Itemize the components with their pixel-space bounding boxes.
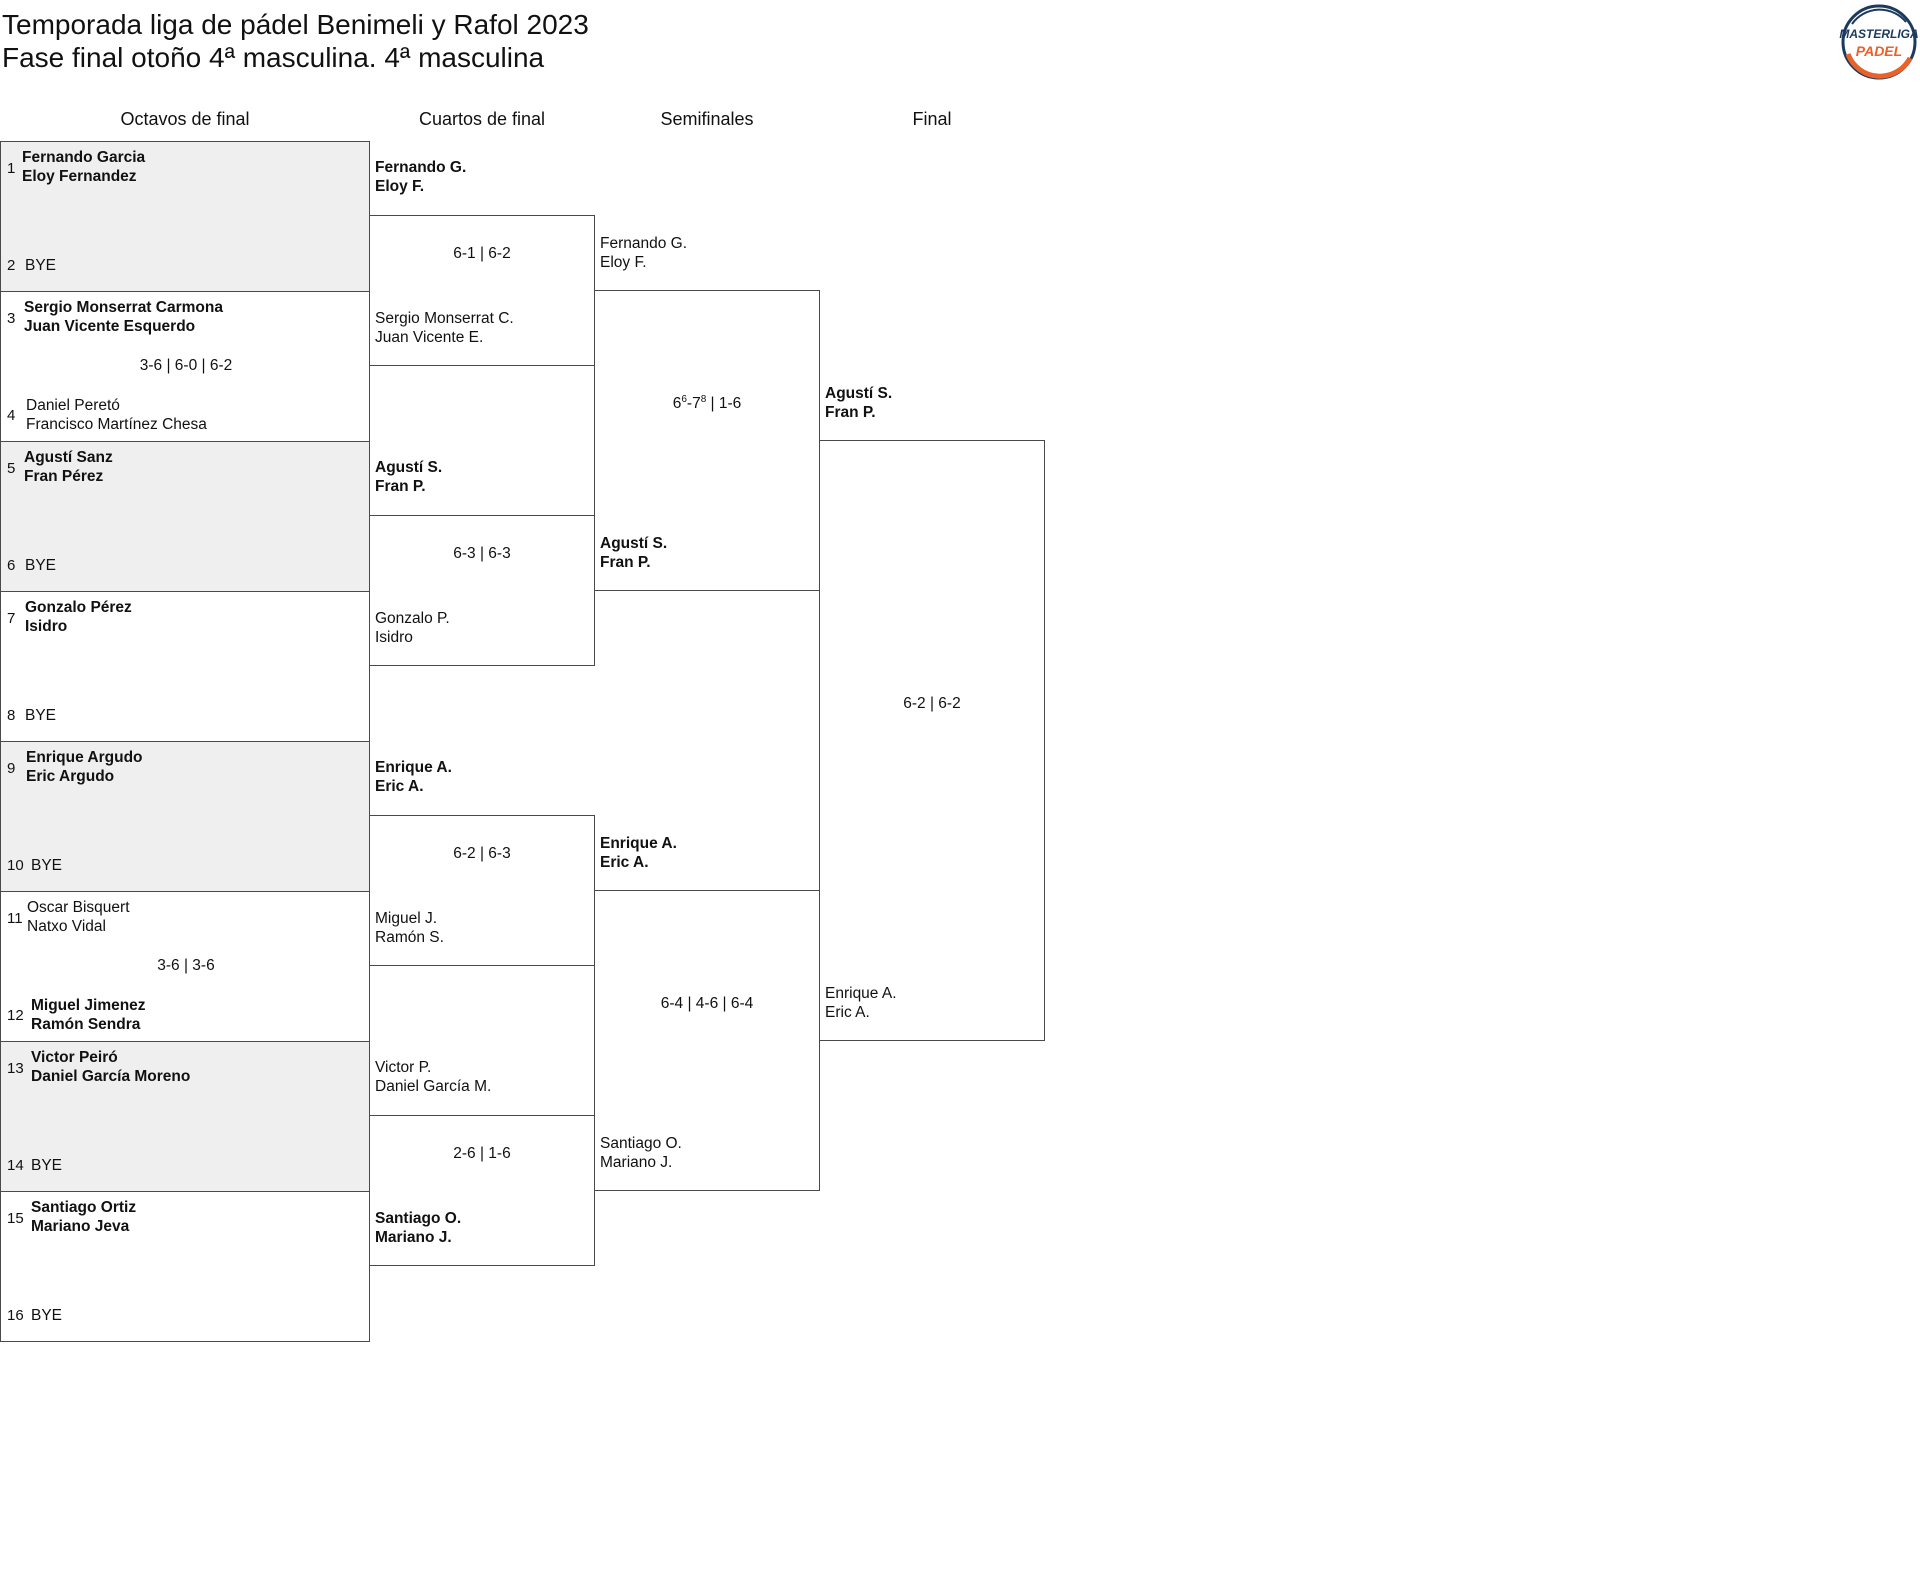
player-name: Eric A. (825, 1004, 870, 1021)
final-match (819, 440, 1045, 1041)
team-pair (375, 309, 514, 347)
seed-number: 8 (7, 707, 16, 724)
masterliga-padel-logo (1838, 2, 1920, 82)
seed-number: 3 (7, 310, 16, 327)
team-pair (25, 256, 56, 275)
player-name: Fran P. (600, 554, 651, 571)
player-name: Daniel García M. (375, 1078, 492, 1095)
player-name: Agustí S. (375, 459, 443, 476)
player-name: Miguel Jimenez (31, 997, 146, 1014)
player-name: Eric A. (600, 854, 649, 871)
bye-label: BYE (31, 1307, 63, 1324)
set-score: 6 (672, 395, 682, 412)
seed-number: 13 (7, 1060, 24, 1077)
seed-number: 12 (7, 1007, 24, 1024)
match-score: 6-1 | 6-2 (453, 245, 511, 262)
team-pair (375, 458, 442, 496)
player-name: Sergio Monserrat C. (375, 310, 514, 327)
player-name: Mariano J. (375, 1229, 452, 1246)
match-score: $6^6-7^8$ | 1-6 (672, 393, 742, 412)
page-title: Temporada liga de pádel Benimeli y Rafol 2023 (2, 9, 589, 40)
player-name: Ramón Sendra (31, 1016, 141, 1033)
seed-number: 15 (7, 1210, 24, 1227)
team-pair (375, 1058, 491, 1096)
match-score: 6-4 | 4-6 | 6-4 (660, 995, 754, 1012)
team-pair (825, 384, 892, 422)
player-name: Francisco Martínez Chesa (26, 416, 207, 433)
r16-match-4 (0, 591, 370, 742)
team-pair (375, 758, 452, 796)
team-pair (31, 1156, 62, 1175)
team-pair (375, 909, 444, 947)
team-pair (25, 706, 56, 725)
seed-number: 9 (7, 760, 16, 777)
team-pair (26, 396, 207, 434)
team-pair (600, 834, 677, 872)
r16-match-2 (0, 291, 370, 442)
seed-number: 10 (7, 857, 24, 874)
player-name: Agustí S. (600, 535, 668, 552)
team-pair (27, 898, 130, 936)
r16-match-3 (0, 441, 370, 592)
tiebreak-score: 8 (700, 393, 707, 405)
seed-number: 4 (7, 407, 16, 424)
player-name: Mariano J. (600, 1154, 673, 1171)
set-score: 7 (692, 395, 701, 412)
player-name: Enrique Argudo (26, 749, 143, 766)
team-pair (375, 1209, 461, 1247)
match-score: 6-2 | 6-3 (453, 845, 511, 862)
seed-number: 1 (7, 160, 16, 177)
r16-match-6 (0, 891, 370, 1042)
seed-number: 6 (7, 557, 16, 574)
player-name: Santiago O. (600, 1135, 682, 1152)
round-header-sf: Semifinales (660, 109, 754, 129)
svg-text:MASTERLIGA: MASTERLIGA (1839, 27, 1919, 41)
team-pair (825, 984, 897, 1022)
player-name: Juan Vicente Esquerdo (24, 318, 196, 335)
r16-match-1 (0, 141, 370, 292)
set-score: | 1-6 (706, 395, 742, 412)
player-name: Juan Vicente E. (375, 329, 484, 346)
player-name: Eloy Fernandez (22, 168, 137, 185)
team-pair (22, 148, 145, 186)
player-name: Enrique A. (600, 835, 677, 852)
player-name: Miguel J. (375, 910, 438, 927)
match-score: 6-3 | 6-3 (453, 545, 511, 562)
bye-label: BYE (25, 707, 57, 724)
bye-label: BYE (31, 1157, 63, 1174)
bye-label: BYE (31, 857, 63, 874)
seed-number: 14 (7, 1157, 24, 1174)
team-pair (24, 448, 113, 486)
team-pair (600, 534, 667, 572)
team-pair (24, 298, 223, 336)
player-name: Daniel García Moreno (31, 1068, 191, 1085)
player-name: Eric Argudo (26, 768, 115, 785)
player-name: Fernando G. (600, 235, 688, 252)
team-pair (31, 856, 62, 875)
team-pair (600, 1134, 682, 1172)
round-header-r16: Octavos de final (120, 109, 250, 129)
player-name: Fran P. (375, 478, 426, 495)
bye-label: BYE (25, 557, 57, 574)
player-name: Sergio Monserrat Carmona (24, 299, 223, 316)
player-name: Santiago O. (375, 1210, 462, 1227)
player-name: Eloy F. (375, 178, 425, 195)
tiebreak-score: 6 (681, 393, 687, 405)
svg-text:PADEL: PADEL (1855, 43, 1903, 59)
round-header-qf: Cuartos de final (418, 109, 546, 129)
player-name: Victor Peiró (31, 1049, 118, 1066)
team-pair (31, 1198, 136, 1236)
seed-number: 2 (7, 257, 16, 274)
match-score: 2-6 | 1-6 (453, 1145, 511, 1162)
player-name: Eric A. (375, 778, 424, 795)
r16-match-5 (0, 741, 370, 892)
player-name: Fernando G. (375, 159, 467, 176)
team-pair (25, 598, 132, 636)
player-name: Fernando Garcia (22, 149, 146, 166)
seed-number: 7 (7, 610, 16, 627)
player-name: Natxo Vidal (27, 918, 106, 935)
bye-label: BYE (25, 257, 57, 274)
match-score: 3-6 | 6-0 | 6-2 (139, 357, 233, 374)
player-name: Eloy F. (600, 254, 647, 271)
team-pair (31, 1306, 62, 1325)
team-pair (25, 556, 56, 575)
player-name: Fran P. (825, 404, 876, 421)
player-name: Isidro (375, 629, 413, 646)
team-pair (375, 609, 450, 647)
player-name: Santiago Ortiz (31, 1199, 137, 1216)
page-subtitle: Fase final otoño 4ª masculina. 4ª masculina (2, 42, 545, 73)
team-pair (31, 1048, 190, 1086)
seed-number: 5 (7, 460, 16, 477)
match-score: 6-2 | 6-2 (903, 695, 961, 712)
player-name: Gonzalo P. (375, 610, 450, 627)
player-name: Oscar Bisquert (27, 899, 130, 916)
seed-number: 11 (7, 910, 23, 927)
team-pair (31, 996, 146, 1034)
player-name: Fran Pérez (24, 468, 104, 485)
r16-match-7 (0, 1041, 370, 1192)
player-name: Enrique A. (375, 759, 452, 776)
player-name: Ramón S. (375, 929, 444, 946)
team-pair (600, 234, 687, 272)
player-name: Agustí S. (825, 385, 893, 402)
player-name: Daniel Peretó (26, 397, 120, 414)
match-score: 3-6 | 3-6 (157, 957, 215, 974)
team-pair (375, 158, 466, 196)
r16-match-8 (0, 1191, 370, 1342)
player-name: Enrique A. (825, 985, 897, 1002)
player-name: Gonzalo Pérez (25, 599, 132, 616)
round-header-final: Final (912, 109, 952, 129)
player-name: Victor P. (375, 1059, 432, 1076)
player-name: Isidro (25, 618, 68, 635)
player-name: Agustí Sanz (24, 449, 113, 466)
seed-number: 16 (7, 1307, 24, 1324)
team-pair (26, 748, 143, 786)
player-name: Mariano Jeva (31, 1218, 130, 1235)
